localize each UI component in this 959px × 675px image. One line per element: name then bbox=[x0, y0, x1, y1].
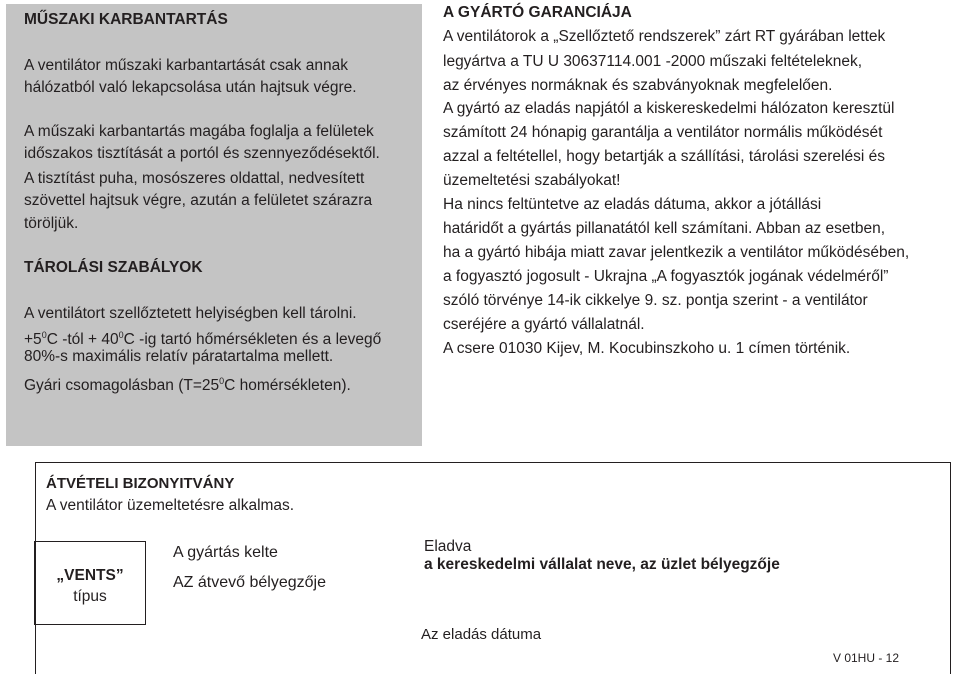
storage-line: A ventilátort szellőztetett helyiségben kell tárolni. bbox=[24, 305, 357, 322]
warranty-line: legyártva a TU U 30637114.001 -2000 műszaki feltételeknek, bbox=[443, 53, 863, 70]
maintenance-line: A műszaki karbantartás magába foglalja a felületek bbox=[24, 123, 374, 140]
warranty-line: határidőt a gyártás pillanatától kell számítani. Abban az esetben, bbox=[443, 220, 886, 237]
warranty-title: A GYÁRTÓ GARANCIÁJA bbox=[443, 4, 632, 21]
maintenance-line: töröljük. bbox=[24, 215, 79, 232]
warranty-line: cseréjére a gyártó vállalatnál. bbox=[443, 316, 645, 333]
certificate-subtitle: A ventilátor üzemeltetésre alkalmas. bbox=[46, 497, 295, 514]
maintenance-line: A ventilátor műszaki karbantartását csak annak bbox=[24, 57, 348, 74]
storage-title: TÁROLÁSI SZABÁLYOK bbox=[24, 259, 203, 276]
sale-date-label: Az eladás dátuma bbox=[421, 626, 542, 643]
maintenance-line: A tisztítást puha, mosószeres oldattal, nedvesített bbox=[24, 170, 365, 187]
seller-label: Eladva bbox=[424, 538, 472, 555]
maintenance-line: időszakos tisztítását a portól és szennyeződésektől. bbox=[24, 145, 380, 162]
warranty-line: ha a gyártó hibája miatt zavar jelentkezik a ventilátor működésében, bbox=[443, 244, 910, 261]
warranty-line: A csere 01030 Kijev, M. Kocubinszkoho u. 1 címen történik. bbox=[443, 340, 851, 357]
maintenance-line: hálózatból való lekapcsolása után hajtsuk végre. bbox=[24, 79, 357, 96]
warranty-line: azzal a feltétellel, hogy betartják a szállítási, tárolási szerelési és bbox=[443, 148, 885, 165]
manufacture-date-label: A gyártás kelte bbox=[173, 544, 278, 561]
warranty-line: szóló törvénye 14-ik cikkelye 9. sz. pontja szerint - a ventilátor bbox=[443, 292, 868, 309]
warranty-line: A ventilátorok a „Szellőztető rendszerek” zárt RT gyárában lettek bbox=[443, 28, 886, 45]
seller-stamp-label: a kereskedelmi vállalat neve, az üzlet bélyegzője bbox=[424, 556, 780, 573]
storage-line-packaging: Gyári csomagolásban ($T=25^0C$ homérsékleten). bbox=[24, 376, 351, 394]
warranty-line: A gyártó az eladás napjától a kiskereskedelmi hálózaton keresztül bbox=[443, 100, 895, 117]
product-type-label: típus bbox=[73, 588, 107, 605]
product-name: „VENTS” bbox=[56, 567, 124, 584]
warranty-line: üzemeltetési szabályokat! bbox=[443, 172, 621, 189]
warranty-line: Ha nincs feltüntetve az eladás dátuma, akkor a jótállási bbox=[443, 196, 822, 213]
maintenance-line: szövettel hajtsuk végre, azután a felületet szárazra bbox=[24, 192, 373, 209]
storage-line-temperature: $+5^0C$ -tól + $40^0C$ -ig tartó hőmérsékleten és a levegő bbox=[24, 330, 382, 348]
warranty-line: az érvényes normáknak és szabványoknak megfelelően. bbox=[443, 77, 833, 94]
warranty-line: a fogyasztó jogosult - Ukrajna „A fogyasztók jogának védelméről” bbox=[443, 268, 889, 285]
maintenance-title: MŰSZAKI KARBANTARTÁS bbox=[24, 11, 228, 28]
warranty-line: számított 24 hónapig garantálja a ventilátor normális működését bbox=[443, 124, 883, 141]
inspector-stamp-label: AZ átvevő bélyegzője bbox=[173, 574, 326, 591]
certificate-title: ÁTVÉTELI BIZONYITVÁNY bbox=[46, 475, 235, 492]
page-code: V 01HU - 12 bbox=[833, 651, 900, 665]
storage-line: 80%-s maximális relatív páratartalma mellett. bbox=[24, 348, 334, 365]
